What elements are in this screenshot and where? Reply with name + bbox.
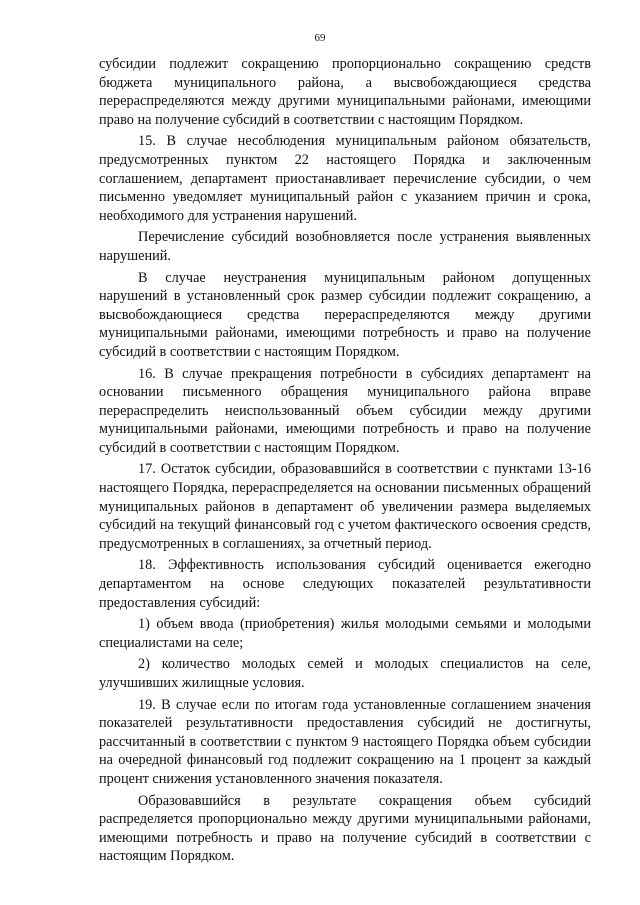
- document-body: [99, 55, 591, 866]
- paragraph-item-19: 19. В случае если по итогам года установленные соглашением значения показателей результативности предоставления субсидий не достигнуты, рассчитанный в соответствии с пунктом 9 настоящего Порядка объем субсидии на очередной финансовый год подлежит сокращению на 1 процент за каждый процент снижения установленного значения показателя.: [99, 696, 591, 787]
- paragraph-item-15: 15. В случае несоблюдения муниципальным районом обязательств, предусмотренных пунктом 22 настоящего Порядка и заключенным соглашением, департамент приостанавливает перечисление субсидии, о чем письменно уведомляет муниципальный район с указанием причин и срока, необходимого для устранения нарушений.: [99, 133, 591, 224]
- paragraph-item-18: 18. Эффективность использования субсидий оценивается ежегодно департаментом на основе следующих показателей результативности предоставления субсидий:: [99, 557, 591, 611]
- paragraph-resume-transfer: Перечисление субсидий возобновляется после устранения выявленных нарушений.: [99, 229, 591, 264]
- paragraph-indicator-2: 2) количество молодых семей и молодых специалистов на селе, улучшивших жилищные условия.: [99, 656, 591, 691]
- paragraph-indicator-1: 1) объем ввода (приобретения) жилья молодыми семьями и молодыми специалистами на селе;: [99, 616, 591, 651]
- paragraph-non-elimination: В случае неустранения муниципальным районом допущенных нарушений в установленный срок размер субсидии подлежит сокращению, а высвобождающиеся средства перераспределяются между другими муниципальными районами, имеющими потребность и право на получение субсидий в соответствии с настоящим Порядком.: [99, 269, 591, 360]
- paragraph-item-16: 16. В случае прекращения потребности в субсидиях департамент на основании письменного обращения муниципального района вправе перераспределить неиспользованный объем субсидии между другими муниципальными районами, имеющими потребность и право на получение субсидий в соответствии с настоящим Порядком.: [99, 365, 591, 456]
- page-number: 69: [314, 32, 326, 44]
- paragraph-redistribution: Образовавшийся в результате сокращения объем субсидий распределяется пропорционально между другими муниципальными районами, имеющими потребность и право на получение субсидий в соответствии с настоящим Порядком.: [99, 792, 591, 865]
- paragraph-continuation: субсидии подлежит сокращению пропорционально сокращению средств бюджета муниципального района, а высвобождающиеся средства перераспределяются между другими муниципальными районами, имеющими право на получение субсидий в соответствии с настоящим Порядком.: [99, 56, 591, 128]
- paragraph-item-17: 17. Остаток субсидии, образовавшийся в соответствии с пунктами 13-16 настоящего Порядка, перераспределяется на основании письменных обращений муниципальных районов в департамент об увеличении размера выделяемых субсидий на текущий финансовый год с учетом фактического освоения средств, предусмотренных в соглашениях, за отчетный период.: [99, 461, 591, 552]
